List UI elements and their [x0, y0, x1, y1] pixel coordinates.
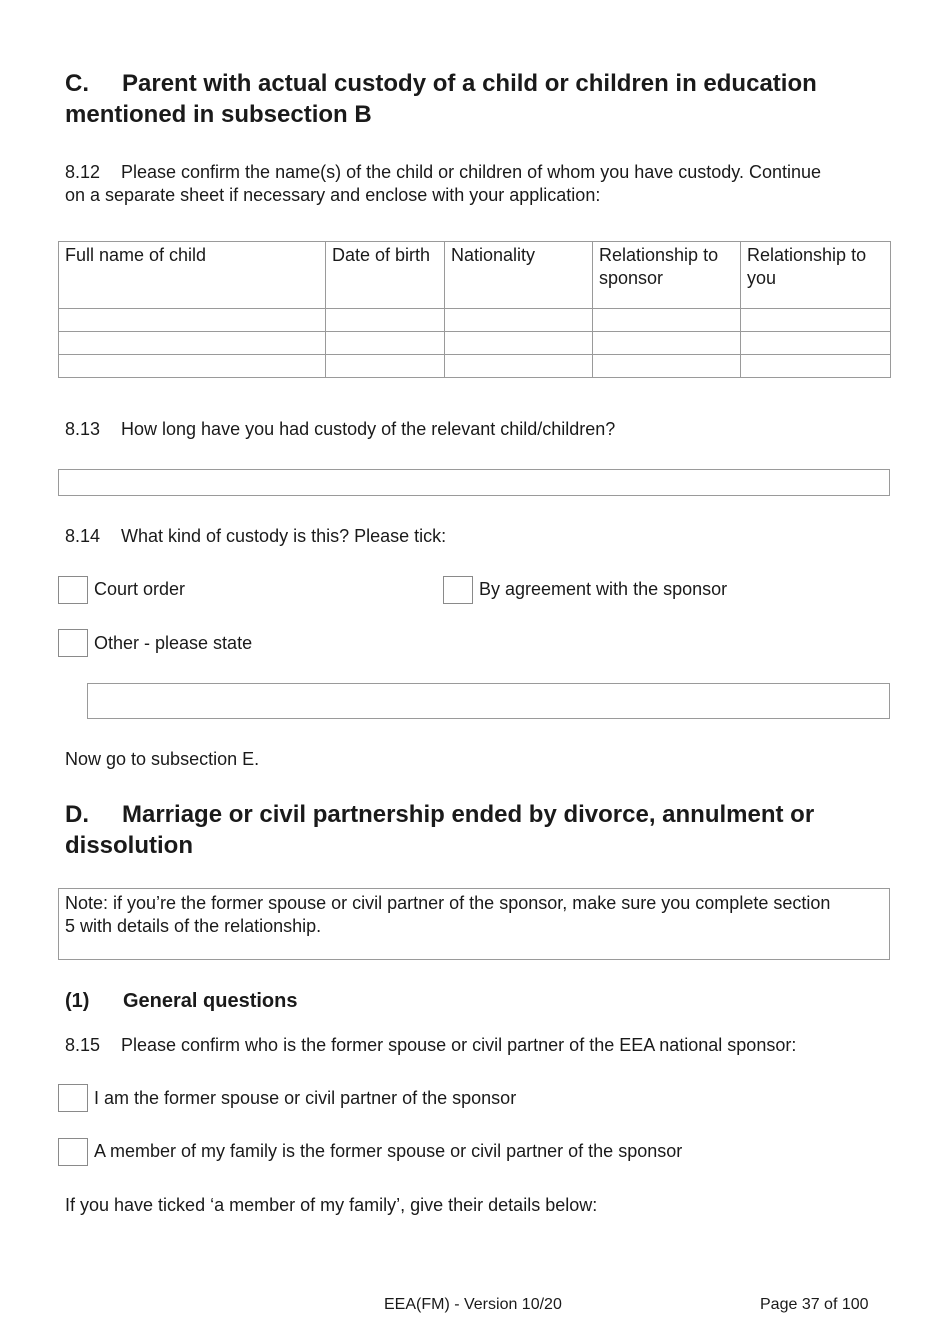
- cell-full-name[interactable]: [59, 332, 326, 355]
- cell-date-of-birth[interactable]: [326, 332, 445, 355]
- court-order-checkbox[interactable]: [58, 576, 88, 604]
- question-8-15-text: Please confirm who is the former spouse or civil partner of the EEA national sponsor:: [121, 1035, 797, 1055]
- question-8-12-text-line1: Please confirm the name(s) of the child or children of whom you have custody. Continue: [121, 162, 822, 182]
- cell-relationship-to-you[interactable]: [741, 332, 891, 355]
- section-d-letter: D.: [65, 801, 89, 828]
- section-d-note-line1: Note: if you’re the former spouse or civil partner of the sponsor, make sure you complete section: [65, 893, 831, 913]
- cell-date-of-birth[interactable]: [326, 355, 445, 378]
- children-table-header-row: [59, 242, 891, 309]
- family-former-spouse-checkbox[interactable]: [58, 1138, 88, 1166]
- section-d-heading: [65, 799, 814, 861]
- self-former-spouse-label: I am the former spouse or civil partner of the sponsor: [94, 1088, 517, 1108]
- general-questions-title: General questions: [123, 990, 298, 1012]
- table-row: [59, 355, 891, 378]
- family-former-spouse-label: A member of my family is the former spouse or civil partner of the sponsor: [94, 1141, 683, 1161]
- cell-nationality[interactable]: [445, 355, 593, 378]
- section-c-title-line1: Parent with actual custody of a child or children in education: [122, 70, 817, 97]
- section-c-title-line2: mentioned in subsection B: [65, 101, 372, 128]
- section-d-title-line1: Marriage or civil partnership ended by divorce, annulment or: [122, 801, 815, 828]
- column-header-full-name: Full name of child: [59, 242, 326, 309]
- column-header-relationship-to-you: Relationship to you: [741, 242, 891, 309]
- agreement-checkbox[interactable]: [443, 576, 473, 604]
- question-8-12-text-line2: on a separate sheet if necessary and enclose with your application:: [65, 185, 601, 205]
- children-table: [58, 241, 891, 378]
- other-custody-checkbox[interactable]: [58, 629, 88, 657]
- column-header-nationality: Nationality: [445, 242, 593, 309]
- cell-nationality[interactable]: [445, 309, 593, 332]
- question-8-12: [65, 161, 821, 207]
- cell-relationship-to-you[interactable]: [741, 355, 891, 378]
- section-d-note-line2: 5 with details of the relationship.: [65, 916, 322, 936]
- family-details-instruction: If you have ticked ‘a member of my family’, give their details below:: [65, 1195, 598, 1215]
- question-8-13-text: How long have you had custody of the relevant child/children?: [121, 419, 616, 439]
- column-header-relationship-to-sponsor: Relationship to sponsor: [593, 242, 741, 309]
- footer-page-number: Page 37 of 100: [760, 1296, 869, 1313]
- cell-nationality[interactable]: [445, 332, 593, 355]
- section-d-title-line2: dissolution: [65, 832, 193, 859]
- question-8-14-number: 8.14: [65, 526, 101, 546]
- other-custody-field[interactable]: [87, 683, 890, 719]
- question-8-15: [65, 1034, 796, 1057]
- question-8-15-number: 8.15: [65, 1035, 101, 1055]
- self-former-spouse-checkbox[interactable]: [58, 1084, 88, 1112]
- column-header-date-of-birth: Date of birth: [326, 242, 445, 309]
- general-questions-heading: [65, 988, 298, 1014]
- go-to-subsection-e: Now go to subsection E.: [65, 749, 260, 769]
- cell-relationship-to-sponsor[interactable]: [593, 355, 741, 378]
- cell-full-name[interactable]: [59, 309, 326, 332]
- cell-date-of-birth[interactable]: [326, 309, 445, 332]
- agreement-label: By agreement with the sponsor: [479, 579, 728, 599]
- question-8-12-number: 8.12: [65, 162, 101, 182]
- cell-full-name[interactable]: [59, 355, 326, 378]
- custody-duration-field[interactable]: [58, 469, 890, 496]
- section-c-heading: [65, 68, 817, 130]
- cell-relationship-to-sponsor[interactable]: [593, 309, 741, 332]
- court-order-label: Court order: [94, 579, 186, 599]
- section-d-note: [58, 888, 890, 960]
- other-custody-label: Other - please state: [94, 633, 253, 653]
- table-row: [59, 332, 891, 355]
- cell-relationship-to-you[interactable]: [741, 309, 891, 332]
- table-row: [59, 309, 891, 332]
- question-8-13-number: 8.13: [65, 419, 101, 439]
- question-8-14: [65, 525, 446, 548]
- question-8-13: [65, 418, 615, 441]
- cell-relationship-to-sponsor[interactable]: [593, 332, 741, 355]
- section-c-letter: C.: [65, 70, 89, 97]
- question-8-14-text: What kind of custody is this? Please tick:: [121, 526, 447, 546]
- general-questions-number: (1): [65, 990, 90, 1012]
- footer-version: EEA(FM) - Version 10/20: [384, 1296, 562, 1313]
